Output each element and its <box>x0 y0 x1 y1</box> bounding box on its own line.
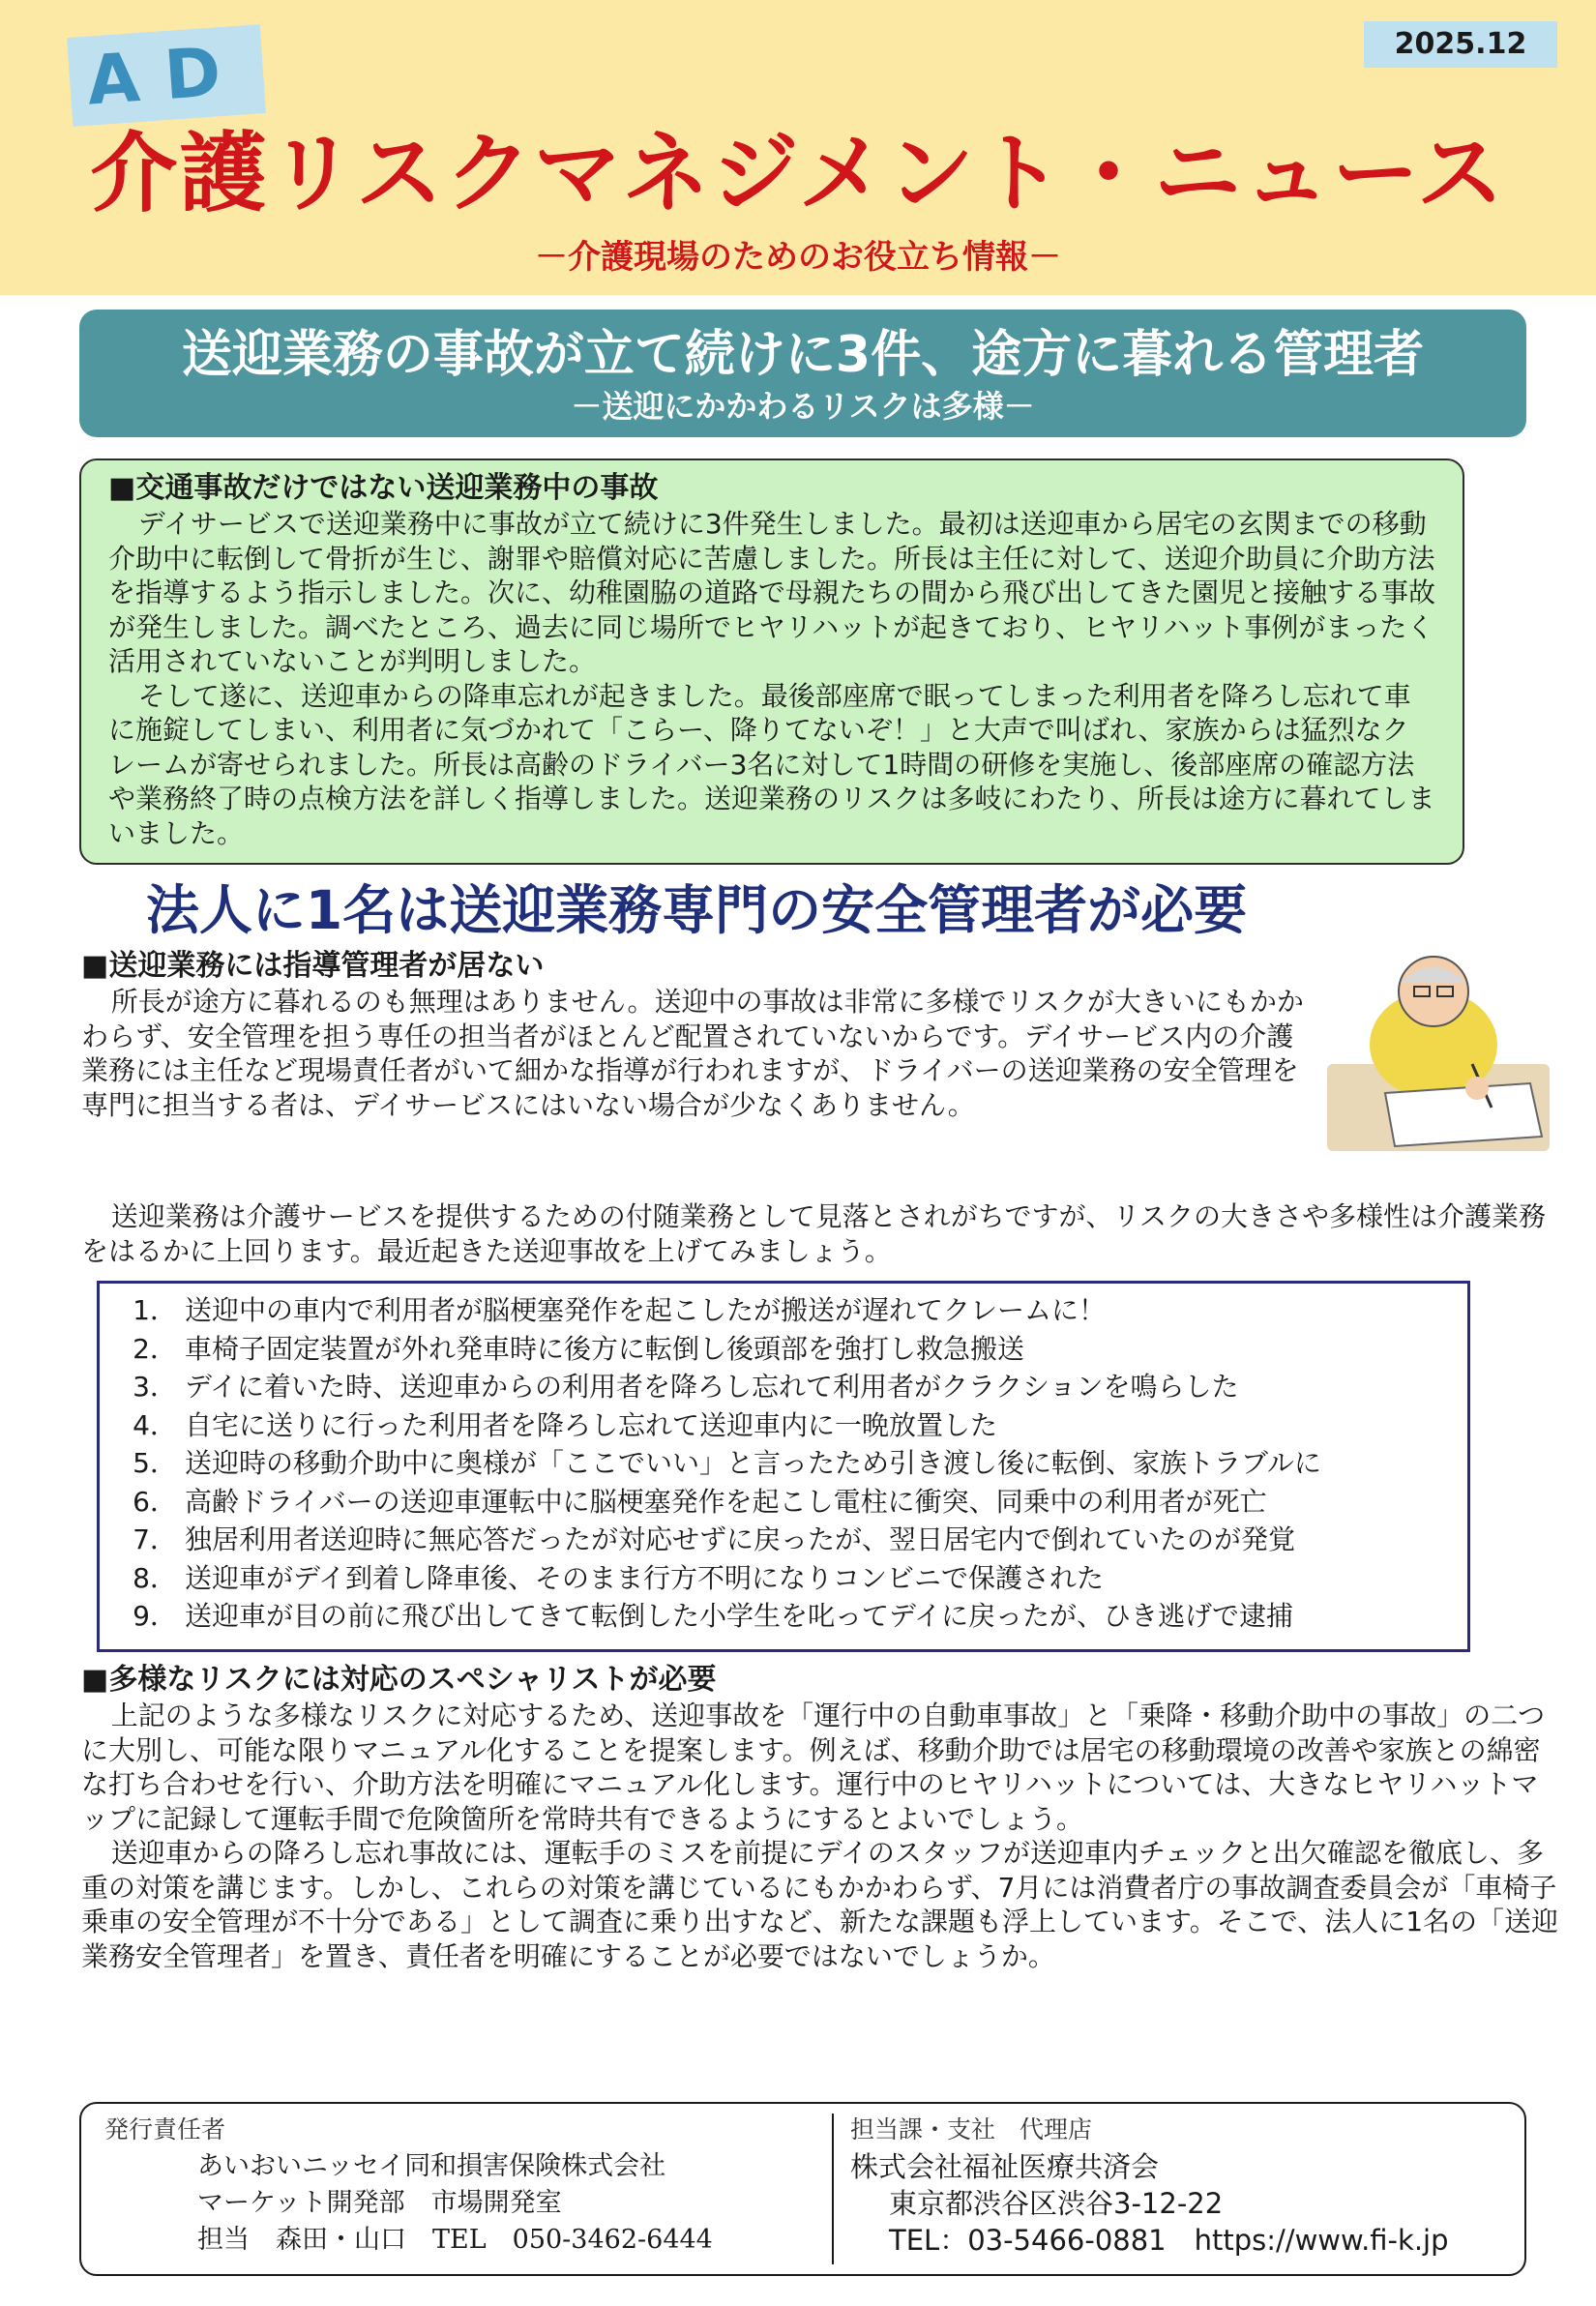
section-title: 法人に1名は送迎業務専門の安全管理者が必要 <box>145 879 1248 941</box>
publisher-department: マーケット開発部 市場開発室 <box>197 2188 562 2218</box>
list-item: 1． 送迎中の車内で利用者が脳梗塞発作を起こしたが搬送が遅れてクレームに！ <box>133 1294 1107 1326</box>
headline-title: 送迎業務の事故が立て続けに3件、途方に暮れる管理者 <box>181 326 1425 384</box>
publisher-label: 発行責任者 <box>104 2115 226 2143</box>
agency-info <box>850 2112 1508 2259</box>
list-item: 9． 送迎車が目の前に飛び出してきて転倒した小学生を叱ってデイに戻ったが、ひき逃げで逮捕 <box>133 1600 1294 1632</box>
incident-list <box>97 1281 1470 1652</box>
section-body <box>81 948 1310 1122</box>
footer-divider <box>832 2114 834 2264</box>
newsletter-tagline: －介護現場のためのお役立ち情報－ <box>535 238 1061 277</box>
agency-address: 東京都渋谷区渋谷3-12-22 <box>889 2187 1224 2220</box>
section-body <box>81 1662 1561 1973</box>
header-band <box>0 0 1596 295</box>
publisher-footer <box>79 2102 1526 2276</box>
list-item: 4． 自宅に送りに行った利用者を降ろし忘れて送迎車内に一晩放置した <box>133 1408 998 1441</box>
manager-writing-illustration-icon <box>1327 948 1550 1151</box>
case-summary-box <box>79 458 1464 865</box>
list-item: 6． 高齢ドライバーの送迎車運転中に脳梗塞発作を起こし電柱に衝突、同乗中の利用者が死亡 <box>133 1485 1267 1518</box>
publisher-info <box>104 2112 820 2259</box>
agency-label: 担当課・支社 代理店 <box>850 2115 1093 2143</box>
headline-banner <box>79 310 1526 437</box>
headline-subtitle: －送迎にかかわるリスクは多様－ <box>571 388 1035 425</box>
publisher-contact: 担当 森田・山口 TEL 050-3462-6444 <box>197 2225 713 2255</box>
paragraph: デイサービスで送迎業務中に事故が立て続けに3件発生しました。最初は送迎車から居宅の玄関までの移動介助中に転倒して骨折が生じ、謝罪や賠償対応に苦慮しました。所長は主任に対して、送迎介助員に介助方法を指導するよう指示しました。次に、幼稚園脇の道路で母親たちの間から飛び出してきた園児と接触する事故が発生しました。調べたところ、過去に同じ場所でヒヤリハットが起きており、ヒヤリハット事例がまったく活用されていないことが判明しました。 <box>108 508 1436 677</box>
publisher-company: あいおいニッセイ同和損害保険株式会社 <box>197 2151 666 2181</box>
list-item: 8． 送迎車がデイ到着し降車後、そのまま行方不明になりコンビニで保護された <box>133 1561 1105 1594</box>
paragraph: 送迎車からの降ろし忘れ事故には、運転手のミスを前提にデイのスタッフが送迎車内チェックと出欠確認を徹底し、多重の対策を講じます。しかし、これらの対策を講じているにもかかわらず、7月には消費者庁の事故調査委員会が「車椅子乗車の安全管理が不十分である」として調査に乗り出すなど、新たな課題も浮上しています。そこで、法人に1名の「送迎業務安全管理者」を置き、責任者を明確にすることが必要ではないでしょうか。 <box>81 1837 1559 1972</box>
list-item: 3． デイに着いた時、送迎車からの利用者を降ろし忘れて利用者がクラクションを鳴らした <box>133 1371 1239 1403</box>
newsletter-title: 介護リスクマネジメント・ニュース <box>90 123 1506 224</box>
agency-name: 株式会社福祉医療共済会 <box>850 2150 1160 2183</box>
list-item: 5． 送迎時の移動介助中に奥様が「ここでいい」と言ったため引き渡し後に転倒、家族トラブルに <box>133 1447 1321 1479</box>
paragraph: 送迎業務は介護サービスを提供するための付随業務として見落とされがちですが、リスクの大きさや多様性は介護業務をはるかに上回ります。最近起きた送迎事故を上げてみましょう。 <box>81 1200 1546 1267</box>
list-item: 2． 車椅子固定装置が外れ発車時に後方に転倒し後頭部を強打し救急搬送 <box>133 1332 1025 1365</box>
section-heading: ■多様なリスクには対応のスペシャリストが必要 <box>81 1663 717 1697</box>
paragraph: 所長が途方に暮れるのも無理はありません。送迎中の事故は非常に多様でリスクが大きいにもかかわらず、安全管理を担う専任の担当者がほとんど配置されていないからです。デイサービス内の介護業務には主任など現場責任者がいて細かな指導が行われますが、ドライバーの送迎業務の安全管理を専門に担当する者は、デイサービスにはいない場合が少なくありません。 <box>81 986 1304 1121</box>
section-heading: ■交通事故だけではない送迎業務中の事故 <box>108 471 659 505</box>
ad-logo: AD <box>67 24 266 127</box>
paragraph: そして遂に、送迎車からの降車忘れが起きました。最後部座席で眠ってしまった利用者を降ろし忘れて車に施錠してしまい、利用者に気づかれて「こらー、降りてないぞ！」と大声で叫ばれ、家族からは猛烈なクレームが寄せられました。所長は高齢のドライバー3名に対して1時間の研修を実施し、後部座席の確認方法や業務終了時の点検方法を詳しく指導しました。送迎業務のリスクは多岐にわたり、所長は途方に暮れてしまいました。 <box>108 679 1435 849</box>
agency-contact: TEL：03-5466-0881 https://www.fi-k.jp <box>889 2224 1449 2257</box>
section-body <box>81 1199 1561 1268</box>
paragraph: 上記のような多様なリスクに対応するため、送迎事故を「運行中の自動車事故」と「乗降・移動介助中の事故」の二つに大別し、可能な限りマニュアル化することを提案します。例えば、移動介助では居宅の移動環境の改善や家族との綿密な打ち合わせを行い、介助方法を明確にマニュアル化します。運行中のヒヤリハットについては、大きなヒヤリハットマップに記録して運転手間で危険箇所を常時共有できるようにするとよいでしょう。 <box>81 1700 1546 1835</box>
list-item: 7． 独居利用者送迎時に無応答だったが対応せずに戻ったが、翌日居宅内で倒れていたのが発覚 <box>133 1523 1296 1555</box>
issue-date: 2025.12 <box>1364 21 1557 68</box>
section-heading: ■送迎業務には指導管理者が居ない <box>81 949 545 983</box>
